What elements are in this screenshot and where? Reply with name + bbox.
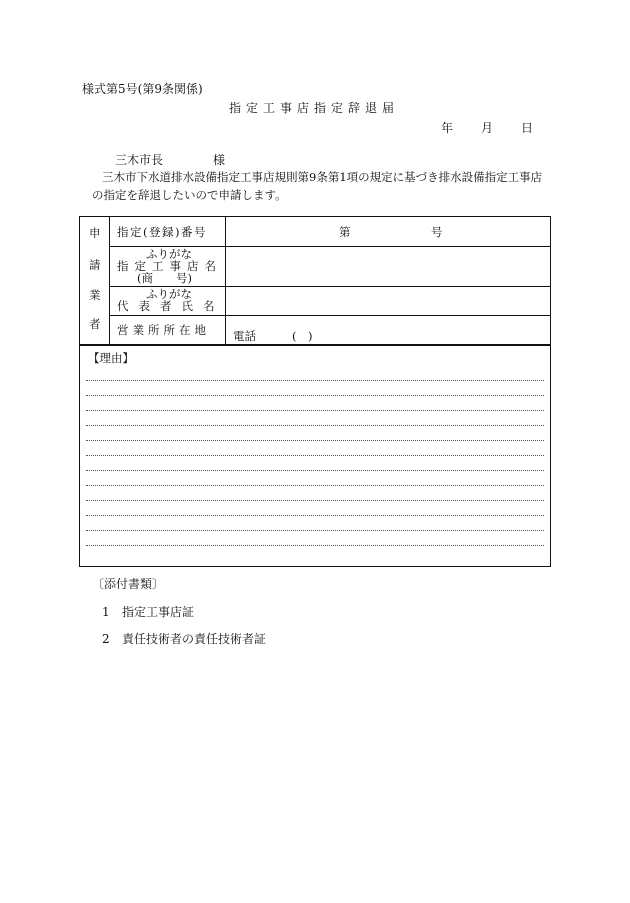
reason-writing-line <box>86 410 544 411</box>
attachment-number: 1 <box>102 605 110 619</box>
attachment-number: 2 <box>102 632 110 646</box>
phone-paren: ( ) <box>292 329 313 343</box>
reason-writing-line <box>86 395 544 396</box>
col-divider-label <box>225 217 226 344</box>
body-text-line-2: の指定を辞退したいので申請します。 <box>92 188 287 202</box>
store-trade-label: (商 号) <box>137 271 192 285</box>
rep-name-label: 代表者氏名 <box>117 299 225 313</box>
row-divider-3 <box>109 315 550 316</box>
recipient <box>115 151 225 168</box>
reason-writing-line <box>86 530 544 531</box>
reason-writing-line <box>86 485 544 486</box>
phone-label: 電話 <box>233 329 256 343</box>
applicant-char-3: 業 <box>89 288 101 302</box>
applicant-char-4: 者 <box>89 317 101 331</box>
recipient-name: 三木市長 <box>115 153 164 167</box>
attachment-text: 責任技術者の責任技術者証 <box>122 632 267 646</box>
form-title: 指定工事店指定辞退届 <box>229 101 400 115</box>
date-line <box>441 119 533 136</box>
date-day: 日 <box>521 121 534 135</box>
rep-furigana-label: ふりがな <box>146 287 192 301</box>
reg-number-suffix: 号 <box>431 225 443 239</box>
body-text-line-1: 三木市下水道排水設備指定工事店規則第9条第1項の規定に基づき排水設備指定工事店 <box>102 170 543 184</box>
reason-writing-line <box>86 440 544 441</box>
attachment-item-2 <box>102 630 266 647</box>
attachment-item-1 <box>102 603 194 620</box>
form-number: 様式第5号(第9条関係) <box>82 82 203 96</box>
office-address-label: 営業所所在地 <box>117 323 210 337</box>
reason-writing-line <box>86 500 544 501</box>
application-form-table <box>79 216 551 567</box>
date-year: 年 <box>441 121 454 135</box>
reg-number-label: 指定(登録)番号 <box>117 225 207 239</box>
reason-writing-line <box>86 470 544 471</box>
store-name-label: 指定工事店名 <box>117 259 222 273</box>
recipient-honorific: 様 <box>213 153 226 167</box>
reason-writing-line <box>86 515 544 516</box>
applicant-char-1: 申 <box>89 226 101 240</box>
date-month: 月 <box>481 121 494 135</box>
reason-writing-line <box>86 425 544 426</box>
reg-number-prefix: 第 <box>339 225 351 239</box>
reason-divider <box>80 344 550 346</box>
applicant-char-2: 請 <box>89 258 101 272</box>
reason-label: 【理由】 <box>88 351 134 365</box>
store-furigana-label: ふりがな <box>146 247 192 261</box>
attachments-heading: 〔添付書類〕 <box>92 577 165 591</box>
attachment-text: 指定工事店証 <box>122 605 195 619</box>
reason-writing-line <box>86 545 544 546</box>
col-divider-applicant <box>109 217 110 344</box>
reason-writing-line <box>86 455 544 456</box>
reason-writing-line <box>86 380 544 381</box>
